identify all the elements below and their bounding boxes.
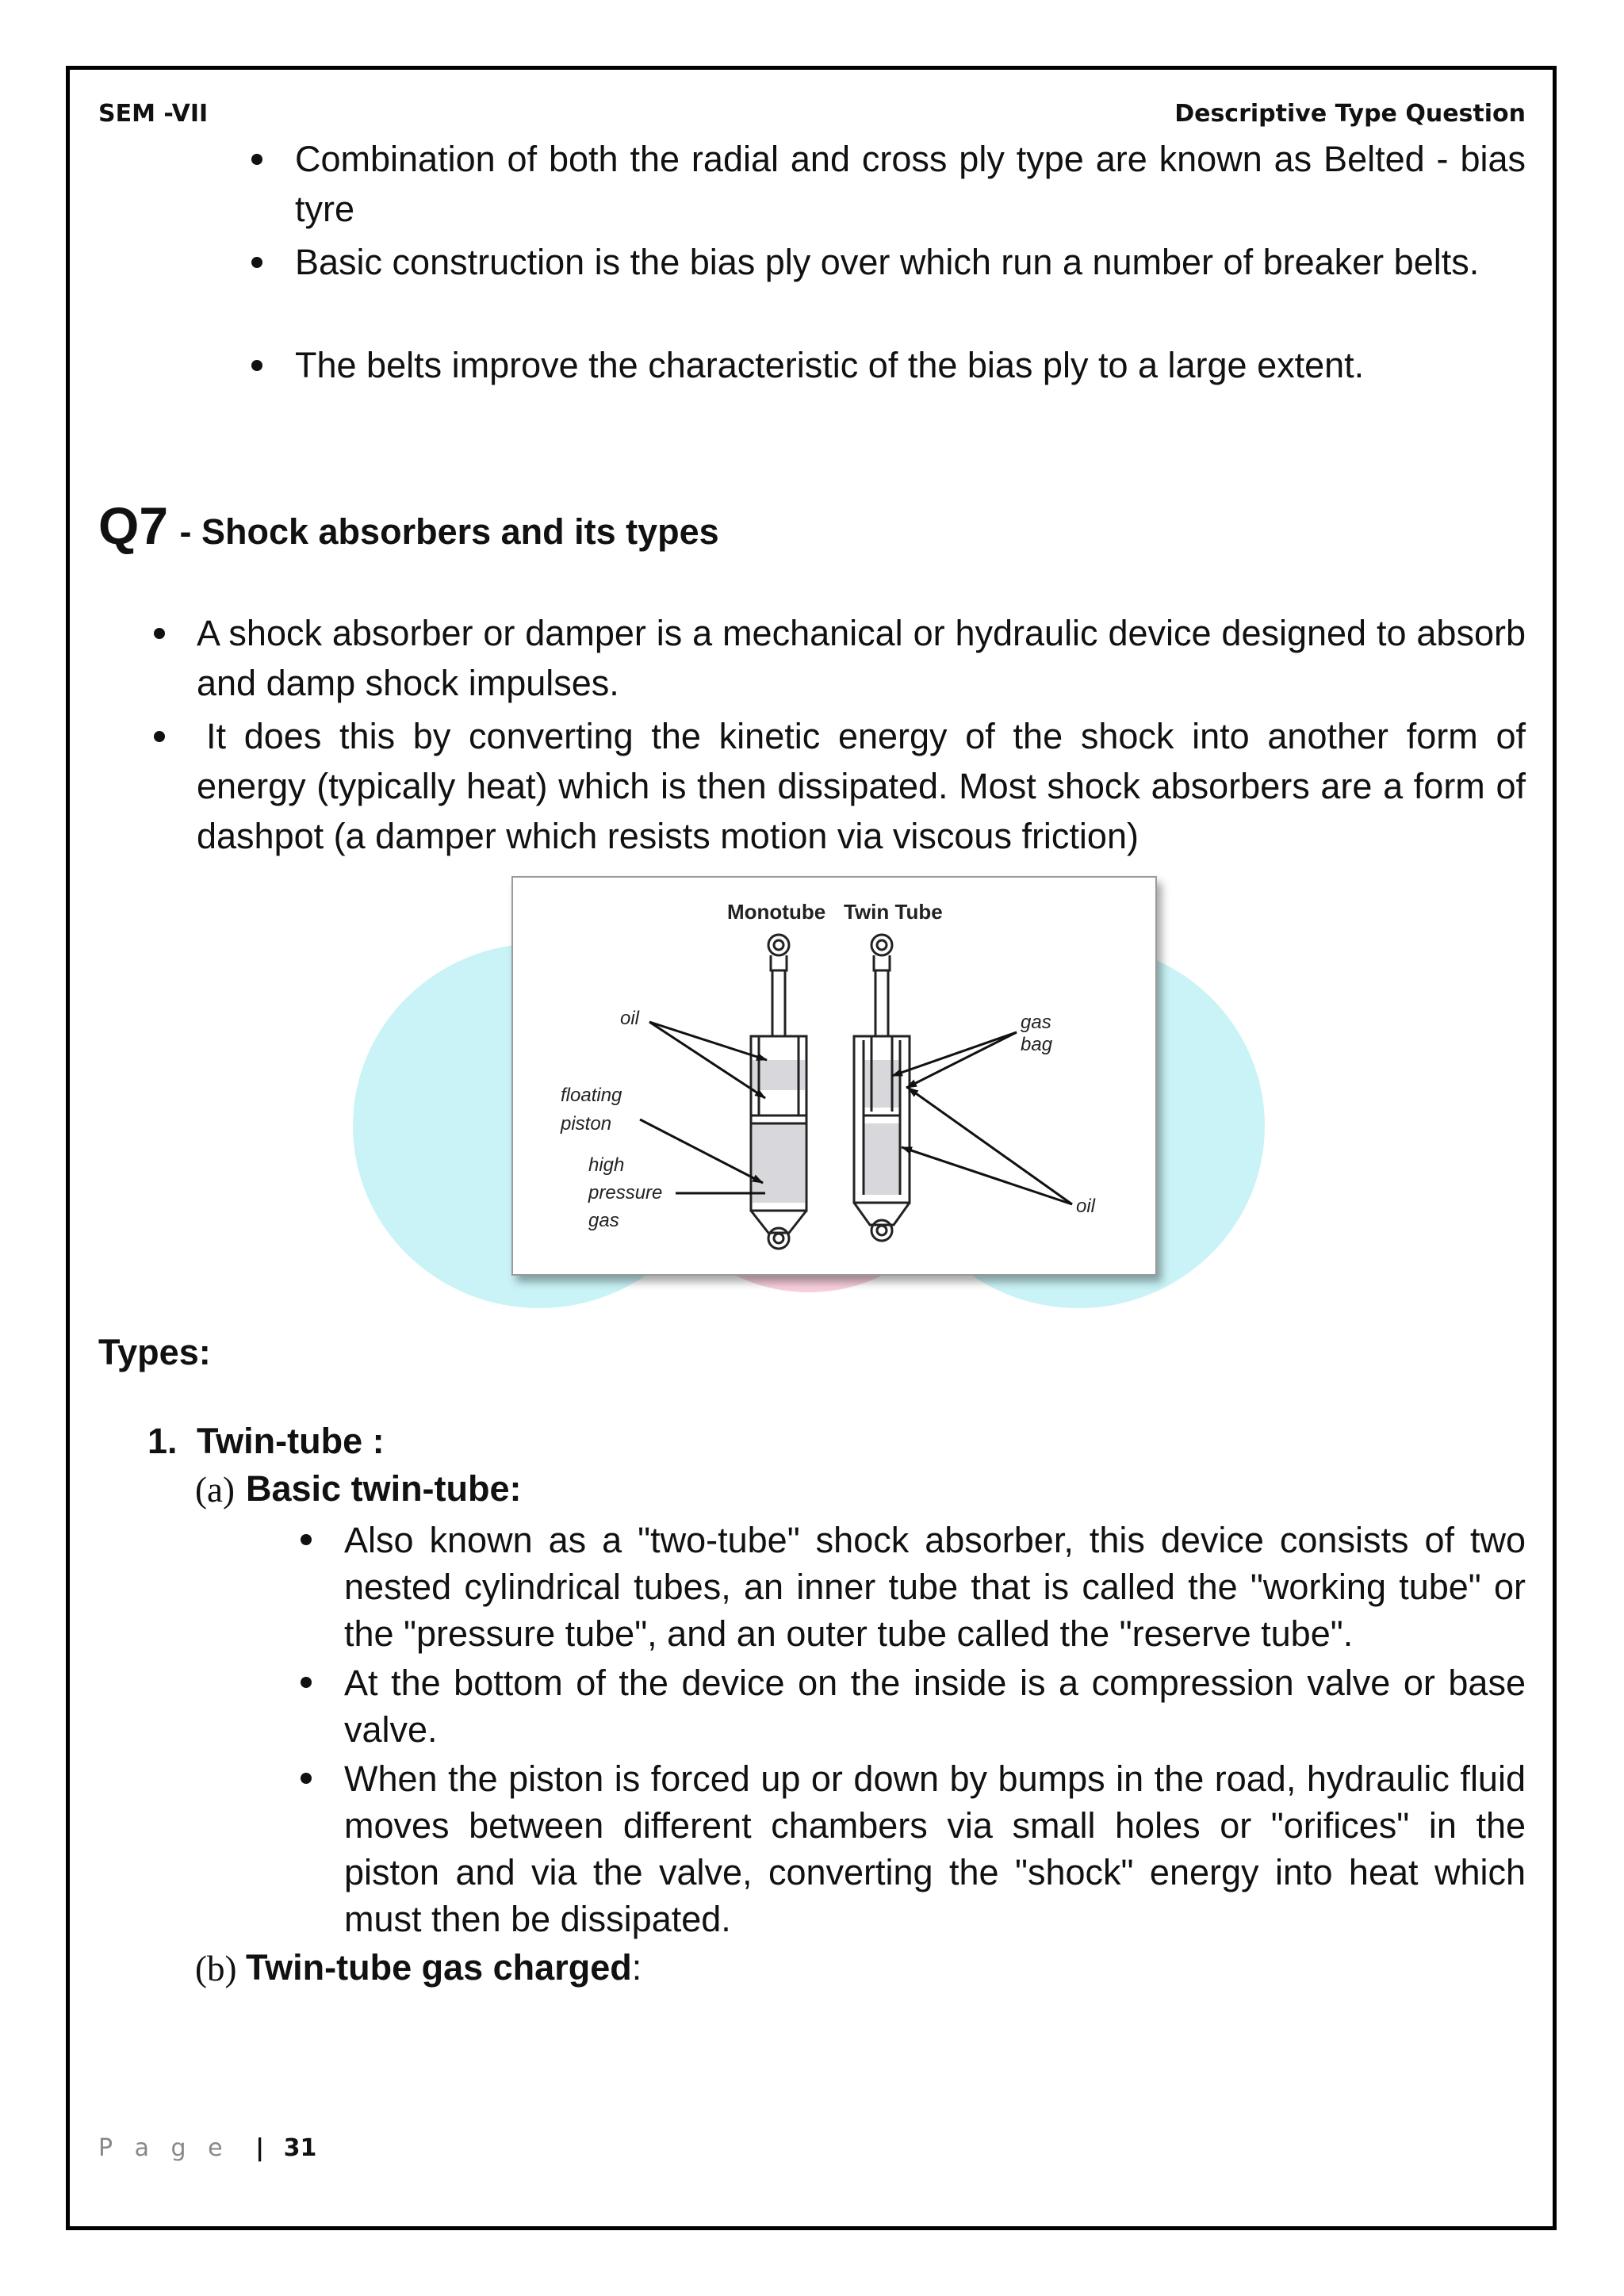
section-heading bbox=[98, 496, 719, 556]
label-floating: floating bbox=[561, 1085, 622, 1106]
monotube-arrows bbox=[640, 1022, 767, 1193]
subtype-title-gas-charged: Twin-tube gas charged: bbox=[246, 1947, 642, 1988]
label-oil-right: oil bbox=[1076, 1196, 1096, 1217]
bullet-icon bbox=[251, 360, 262, 371]
monotube-drawing bbox=[751, 935, 806, 1249]
list-item: Combination of both the radial and cross ply type are known as Belted - bias tyre bbox=[295, 134, 1526, 237]
type-title-twin-tube: Twin-tube : bbox=[197, 1421, 385, 1461]
bullet-icon bbox=[301, 1773, 312, 1784]
page-footer bbox=[98, 2134, 316, 2162]
list-item: When the piston is forced up or down by bumps in the road, hydraulic fluid moves between different chambers via small holes or "orifices" in the piston and via the valve, converting the "shock" energy into heat which must then be dissipated. bbox=[344, 1755, 1526, 1942]
bullet-icon bbox=[154, 628, 165, 639]
subitem-label-a: (a) bbox=[195, 1470, 235, 1510]
label-oil-left: oil bbox=[620, 1008, 640, 1029]
list-item: A shock absorber or damper is a mechanical or hydraulic device designed to absorb and damp shock impulses. bbox=[197, 608, 1526, 711]
bullet-icon bbox=[154, 731, 165, 742]
bullet-icon bbox=[301, 1677, 312, 1688]
twin-tube-labels bbox=[1021, 1012, 1096, 1217]
header-left: SEM -VII bbox=[98, 100, 209, 128]
question-number: Q7 bbox=[98, 496, 169, 555]
bullet-icon bbox=[251, 154, 262, 165]
twin-tube-drawing bbox=[854, 935, 910, 1241]
page-separator: | bbox=[255, 2134, 265, 2162]
label-gas: gas bbox=[588, 1210, 619, 1231]
header-right: Descriptive Type Question bbox=[1174, 100, 1526, 128]
subtype-title-basic: Basic twin-tube: bbox=[246, 1468, 522, 1509]
label-monotube: Monotube bbox=[727, 900, 826, 924]
list-item: Basic construction is the bias ply over which run a number of breaker belts. bbox=[295, 237, 1526, 340]
intro-bullet-list bbox=[295, 134, 1526, 390]
label-gas-bag-1: gas bbox=[1021, 1012, 1051, 1033]
list-item: At the bottom of the device on the inside is a compression valve or base valve. bbox=[344, 1659, 1526, 1755]
twin-tube-arrows bbox=[892, 1032, 1072, 1204]
page-label: P a g e bbox=[98, 2134, 230, 2162]
bullet-icon bbox=[251, 257, 262, 268]
question-title: - Shock absorbers and its types bbox=[179, 511, 719, 552]
shock-absorber-diagram bbox=[513, 878, 1155, 1274]
page-number: 31 bbox=[283, 2134, 317, 2162]
label-pressure: pressure bbox=[588, 1182, 663, 1203]
subitem-label-b: (b) bbox=[195, 1949, 237, 1988]
monotube-labels bbox=[560, 1008, 662, 1231]
label-gas-bag-2: bag bbox=[1021, 1034, 1053, 1055]
types-heading: Types: bbox=[98, 1332, 211, 1372]
list-item: It does this by converting the kinetic energy of the shock into another form of energy (typically heat) which is then dissipated. Most shock absorbers are a form of dashpot (a damper which resists motion via viscous friction) bbox=[197, 711, 1526, 861]
bullet-icon bbox=[301, 1534, 312, 1545]
label-twin-tube: Twin Tube bbox=[844, 900, 943, 924]
label-piston: piston bbox=[561, 1113, 612, 1135]
basic-twin-tube-bullets bbox=[344, 1517, 1526, 1942]
q7-bullet-list bbox=[197, 608, 1526, 861]
label-high: high bbox=[588, 1154, 625, 1176]
list-item: The belts improve the characteristic of the bias ply to a large extent. bbox=[295, 340, 1526, 390]
list-item: Also known as a "two-tube" shock absorber, this device consists of two nested cylindrical tubes, an inner tube that is called the "working tube" or the "pressure tube", and an outer tube called the "reserve tube". bbox=[344, 1517, 1526, 1659]
shock-absorber-figure bbox=[511, 876, 1157, 1276]
list-item-number: 1. bbox=[147, 1421, 178, 1461]
